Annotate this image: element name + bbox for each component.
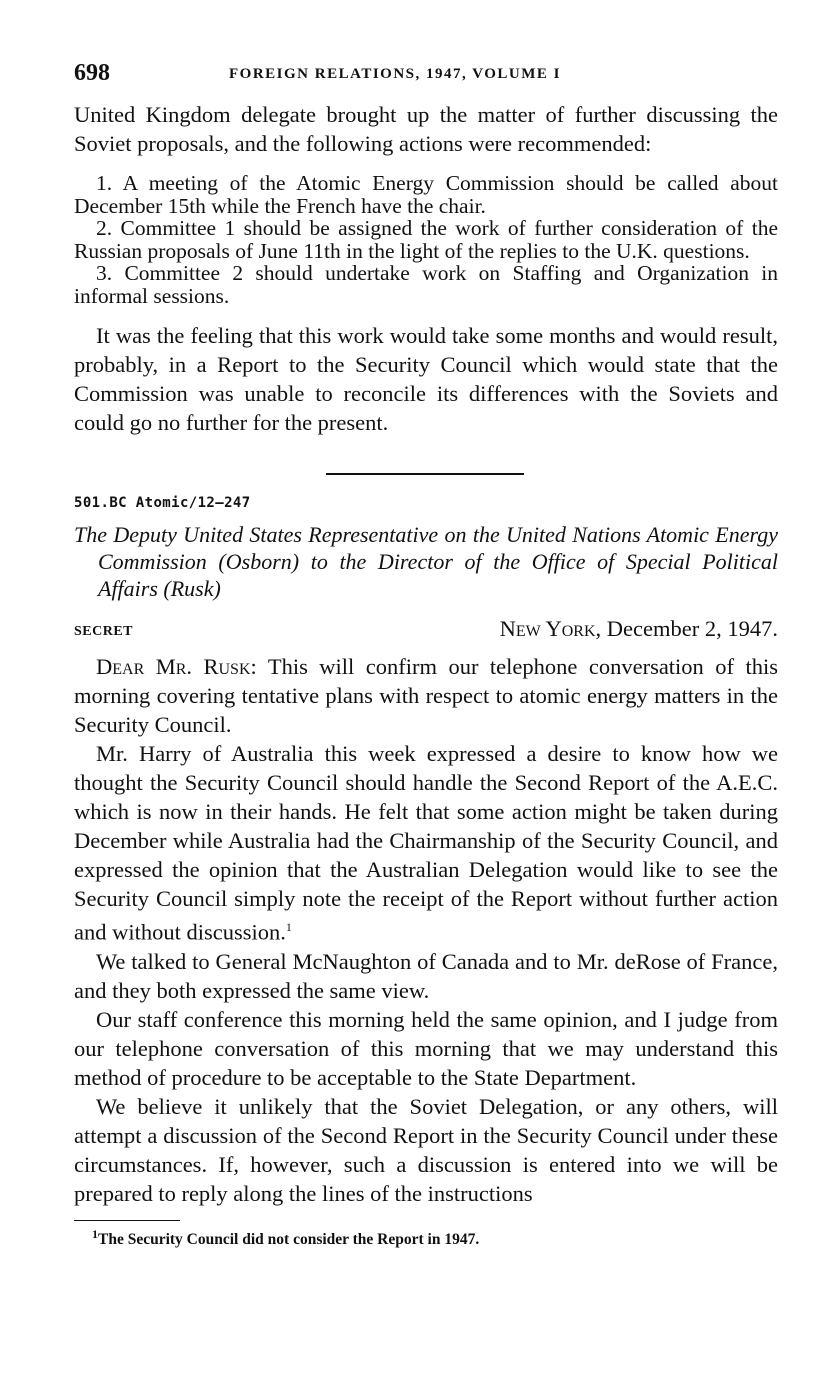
list-item: 2. Committee 1 should be assigned the work of further consideration of the Russian proposals of June 11th in the light of the replies to the U.K. questions.	[74, 216, 778, 263]
section-divider	[326, 473, 524, 475]
file-reference: 501.BC Atomic/12–247	[74, 495, 251, 511]
footnote-divider	[74, 1220, 180, 1221]
footnote-text: The Security Council did not consider the Report in 1947.	[98, 1230, 480, 1248]
footnote-marker: 1	[92, 1226, 98, 1241]
dateline-date: December 2, 1947.	[606, 616, 778, 641]
letter-paragraph	[74, 652, 778, 739]
footnote	[74, 1227, 778, 1249]
running-head: FOREIGN RELATIONS, 1947, VOLUME I	[229, 66, 562, 82]
letter-paragraph-text: This will confirm our telephone conversation of this morning covering tentative plans with respect to atomic energy matters in the Security Council.	[74, 654, 778, 737]
intro-paragraph: United Kingdom delegate brought up the matter of further discussing the Soviet proposals, and the following actions were recommended:	[74, 102, 778, 156]
list-item: 1. A meeting of the Atomic Energy Commission should be called about December 15th while the French have the chair.	[74, 171, 778, 218]
footnote-reference: 1	[285, 920, 292, 934]
recommendations-list	[74, 172, 778, 307]
letter-paragraph: We believe it unlikely that the Soviet Delegation, or any others, will attempt a discussion of the Second Report in the Security Council under these circumstances. If, however, such a discussion is entered into we will be prepared to reply along the lines of the instructions	[74, 1093, 778, 1206]
letter-paragraph: Our staff conference this morning held the same opinion, and I judge from our telephone conversation of this morning that we may understand this method of procedure to be acceptable to the State Department.	[74, 1006, 778, 1090]
page-number: 698	[74, 60, 110, 86]
page-body	[74, 100, 778, 1249]
letter-paragraph: We talked to General McNaughton of Canada and to Mr. deRose of France, and they both expressed the same view.	[74, 948, 778, 1003]
document-title: The Deputy United States Representative on the United Nations Atomic Energy Commission (Osborn) to the Director of the Office of Special Political Affairs (Rusk)	[74, 522, 778, 601]
list-item: 3. Committee 2 should undertake work on Staffing and Organization in informal sessions.	[74, 261, 778, 308]
classification-label: SECRET	[74, 624, 134, 639]
page-header	[74, 60, 778, 90]
conclusion-paragraph: It was the feeling that this work would take some months and would result, probably, in a Report to the Security Council which would state that the Commission was unable to reconcile its differences with the Soviets and could go no further for the present.	[74, 323, 778, 435]
letter-paragraph-text: Mr. Harry of Australia this week expressed a desire to know how we thought the Security Council should handle the Second Report of the A.E.C. which is now in their hands. He felt that some action might be taken during December while Australia had the Chairmanship of the Security Council, and expressed the opinion that the Australian Delegation would like to see the Security Council simply note the receipt of the Report without further action and without discussion.	[74, 741, 778, 945]
letter-paragraph	[74, 739, 778, 947]
dateline	[500, 616, 778, 642]
dateline-row	[74, 616, 778, 646]
salutation: Dear Mr. Rusk:	[96, 654, 257, 679]
dateline-place: New York,	[499, 616, 602, 641]
